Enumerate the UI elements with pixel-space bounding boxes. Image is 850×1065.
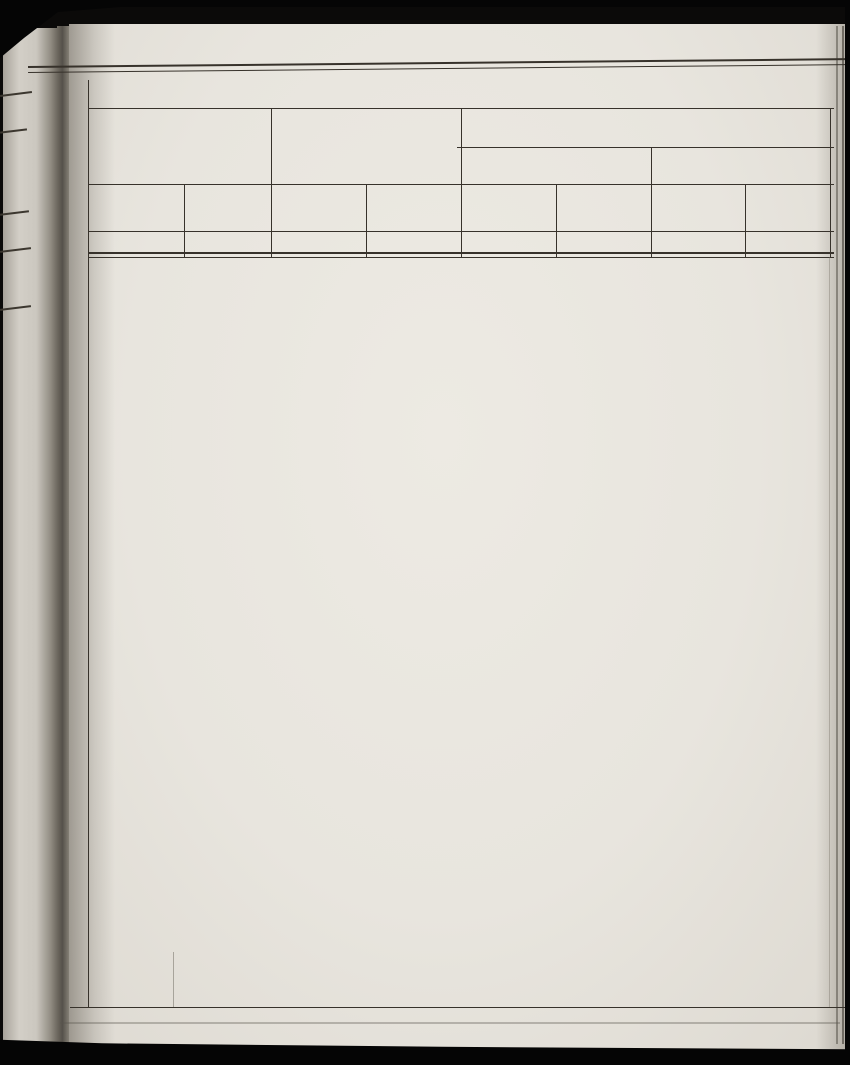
table-rule xyxy=(457,147,834,148)
scan-edge-top xyxy=(0,0,850,7)
page-bottom-shadow xyxy=(60,1022,840,1024)
scan-edge-right xyxy=(845,0,850,1065)
table-column-line xyxy=(461,108,462,257)
table-column-line xyxy=(366,184,367,257)
paper-crease xyxy=(173,952,174,1007)
book-spine-crease xyxy=(57,26,69,1046)
table-column-line xyxy=(651,147,652,257)
scan-streak xyxy=(836,26,838,1044)
table-column-line xyxy=(184,184,185,257)
scan-streak xyxy=(842,26,844,1044)
previous-page-edge xyxy=(3,28,57,1044)
table-column-line xyxy=(556,184,557,257)
table-right-border-faint xyxy=(829,257,830,1007)
table-left-border xyxy=(88,80,89,1007)
table-bottom-rule xyxy=(70,1007,845,1008)
table-right-border xyxy=(830,108,831,257)
page-paper xyxy=(69,24,846,1050)
table-column-line xyxy=(745,184,746,257)
table-column-line xyxy=(271,108,272,257)
page-curve-shadow xyxy=(69,24,115,1050)
